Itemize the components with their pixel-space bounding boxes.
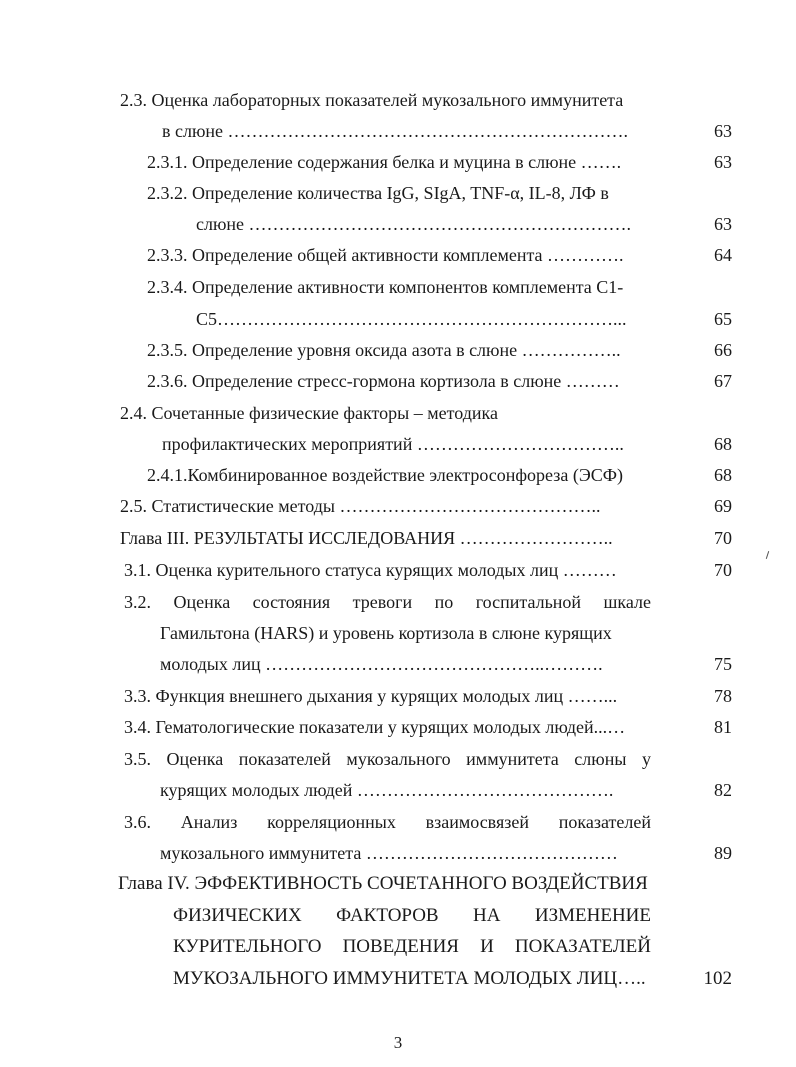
toc-3-2-word: Оценка	[173, 592, 231, 612]
toc-3-5-word: 3.5.	[124, 749, 151, 769]
toc-chapter-4-word: ПОКАЗАТЕЛЕЙ	[514, 936, 651, 957]
toc-chapter-4-word: ПОВЕДЕНИЯ	[342, 936, 459, 957]
toc-3-2-page: 75	[714, 654, 732, 674]
toc-2-3-1-title: 2.3.1. Определение содержания белка и муцина в слюне …….	[147, 152, 622, 172]
toc-2-3-page: 63	[714, 121, 732, 141]
toc-3-2-word: шкале	[603, 592, 651, 612]
toc-2-3-1-page: 63	[714, 152, 732, 172]
toc-3-5-page: 82	[714, 780, 732, 800]
toc-3-5-word: мукозального	[346, 749, 451, 769]
toc-2-3-4-line-1: 2.3.4. Определение активности компонентов комплемента С1-	[147, 277, 624, 297]
toc-3-4-title: 3.4. Гематологические показатели у курящих молодых людей...…	[124, 717, 626, 737]
scan-speck	[766, 551, 769, 559]
toc-3-6-line-1	[124, 811, 651, 833]
toc-chapter-4-word: И	[480, 936, 494, 957]
toc-chapter-3-title: Глава III. РЕЗУЛЬТАТЫ ИССЛЕДОВАНИЯ ……………………..	[120, 528, 613, 548]
toc-2-3-6-title: 2.3.6. Определение стресс-гормона кортизола в слюне ………	[147, 371, 620, 391]
toc-3-6-word: корреляционных	[267, 812, 396, 832]
toc-2-4-1-title: 2.4.1.Комбинированное воздействие электросонфореза (ЭСФ)	[147, 465, 623, 485]
toc-chapter-3-page: 70	[714, 528, 732, 548]
toc-3-6-word: Анализ	[180, 812, 238, 832]
toc-3-6-word: 3.6.	[124, 812, 151, 832]
toc-3-5-word: Оценка	[166, 749, 224, 769]
toc-2-4-line-1: 2.4. Сочетанные физические факторы – методика	[120, 403, 499, 423]
toc-chapter-4-word: НА	[473, 905, 501, 926]
toc-3-6-word: взаимосвязей	[425, 812, 529, 832]
toc-2-3-3-page: 64	[714, 245, 732, 265]
toc-3-2-line-2: Гамильтона (HARS) и уровень кортизола в слюне курящих	[160, 623, 612, 643]
toc-2-4-page: 68	[714, 434, 732, 454]
toc-3-2-word: состояния	[252, 592, 331, 612]
page-number: 3	[393, 1033, 403, 1052]
toc-3-2-word: 3.2.	[124, 592, 151, 612]
toc-3-2-line-3: молодых лиц ………………………………………..……….	[160, 654, 603, 674]
toc-2-3-2-line-1: 2.3.2. Определение количества IgG, SIgA, TNF-α, IL-8, ЛФ в	[147, 183, 609, 203]
toc-2-3-line-1: 2.3. Оценка лабораторных показателей мукозального иммунитета	[120, 90, 624, 110]
toc-3-3-page: 78	[714, 686, 732, 706]
toc-3-6-word: показателей	[558, 812, 651, 832]
toc-2-3-2-line-2: слюне ……………………………………………………….	[196, 214, 632, 234]
toc-chapter-4-word: КУРИТЕЛЬНОГО	[173, 936, 322, 957]
toc-3-5-line-2: курящих молодых людей …………………………………….	[160, 780, 614, 800]
toc-2-3-3-title: 2.3.3. Определение общей активности комплемента ………….	[147, 245, 624, 265]
toc-2-3-2-page: 63	[714, 214, 732, 234]
toc-3-2-line-1	[124, 591, 651, 613]
toc-chapter-4-word: ИЗМЕНЕНИЕ	[534, 905, 651, 926]
toc-3-5-word: слюны	[574, 749, 627, 769]
toc-3-3-title: 3.3. Функция внешнего дыхания у курящих молодых лиц ……...	[124, 686, 618, 706]
toc-2-3-4-line-2: С5…………………………………………………………...	[196, 309, 627, 329]
toc-2-4-line-2: профилактических мероприятий ……………………………..	[162, 434, 624, 454]
toc-chapter-4-line-2	[173, 905, 651, 927]
toc-3-5-word: показателей	[238, 749, 331, 769]
toc-2-5-title: 2.5. Статистические методы ……………………………………..	[120, 496, 601, 516]
toc-3-2-word: госпитальной	[475, 592, 582, 612]
toc-3-5-word: у	[641, 749, 651, 769]
toc-2-3-6-page: 67	[714, 371, 732, 391]
toc-chapter-4-line-3	[173, 936, 651, 958]
toc-3-5-line-1	[124, 748, 651, 770]
toc-3-4-page: 81	[714, 717, 732, 737]
toc-chapter-4-page: 102	[703, 968, 732, 989]
toc-2-4-1-page: 68	[714, 465, 732, 485]
toc-3-6-page: 89	[714, 843, 732, 863]
toc-3-1-page: 70	[714, 560, 732, 580]
toc-3-5-word: иммунитета	[466, 749, 559, 769]
toc-chapter-4-line-1: Глава IV. ЭФФЕКТИВНОСТЬ СОЧЕТАННОГО ВОЗДЕЙСТВИЯ	[118, 873, 648, 894]
toc-3-2-word: тревоги	[352, 592, 413, 612]
toc-chapter-4-line-4: МУКОЗАЛЬНОГО ИММУНИТЕТА МОЛОДЫХ ЛИЦ…..	[173, 968, 646, 989]
toc-2-3-line-2: в слюне ………………………………………………………….	[162, 121, 629, 141]
toc-2-5-page: 69	[714, 496, 732, 516]
toc-2-3-5-page: 66	[714, 340, 732, 360]
toc-3-2-word: по	[434, 592, 454, 612]
toc-2-3-4-page: 65	[714, 309, 732, 329]
toc-2-3-5-title: 2.3.5. Определение уровня оксида азота в слюне ……………..	[147, 340, 621, 360]
toc-3-1-title: 3.1. Оценка курительного статуса курящих молодых лиц ………	[124, 560, 617, 580]
toc-chapter-4-word: ФИЗИЧЕСКИХ	[173, 905, 302, 926]
toc-3-6-line-2: мукозального иммунитета ……………………………………	[160, 843, 618, 863]
toc-chapter-4-word: ФАКТОРОВ	[336, 905, 439, 926]
